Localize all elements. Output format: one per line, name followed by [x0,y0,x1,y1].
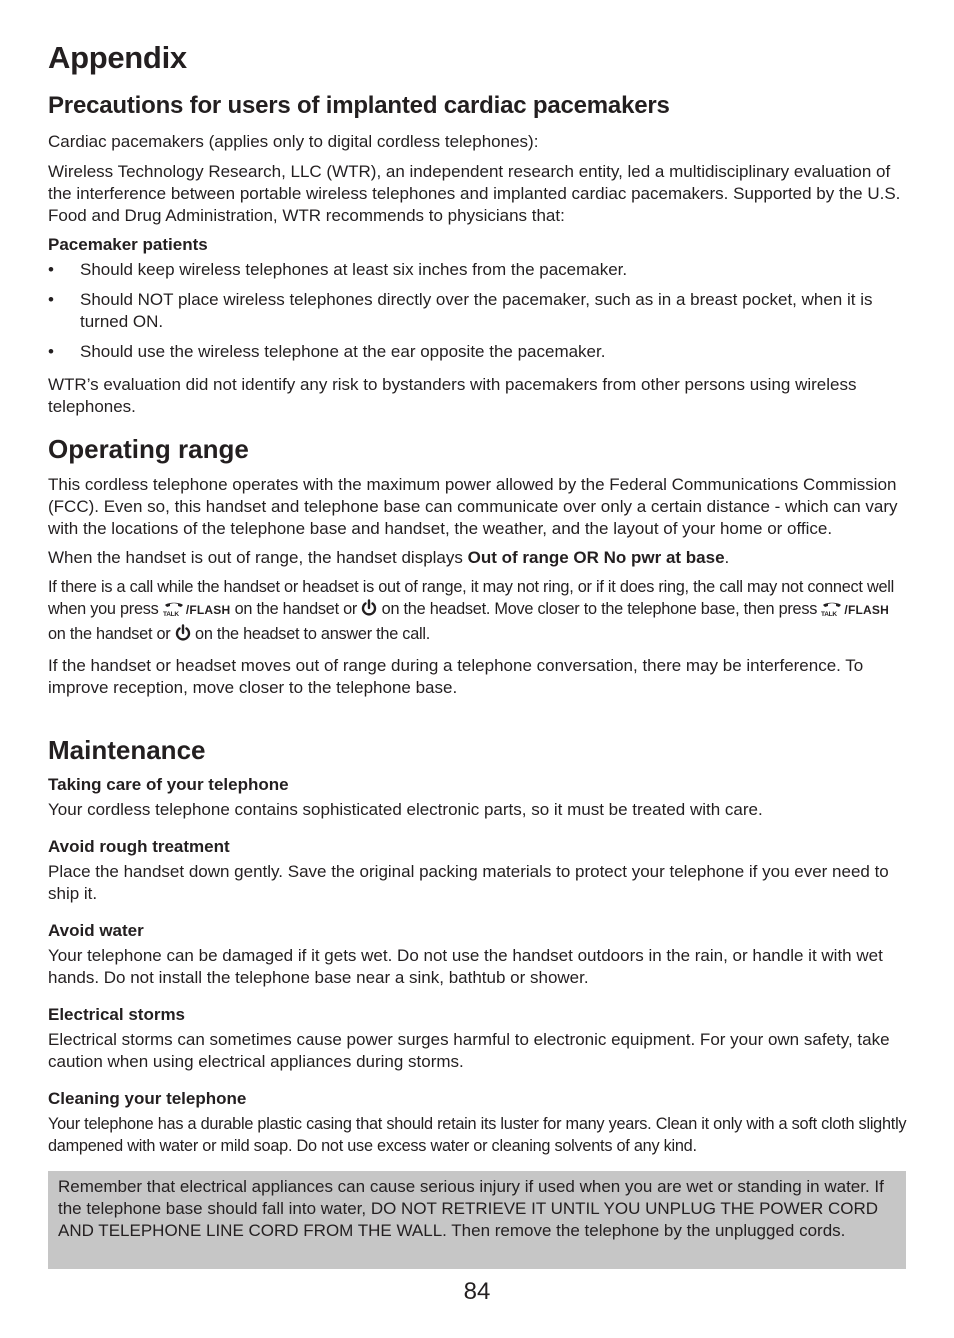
maintenance-section [48,774,908,1157]
pacemaker-closing: WTR’s evaluation did not identify any risk to bystanders with pacemakers from other persons using wireless telephones. [48,375,857,416]
operating-para-1: This cordless telephone operates with the maximum power allowed by the Federal Communications Commission (FCC). Even so, this handset and telephone base can communicate over only a certain distance - which can vary with the locations of the telephone base and handset, the weather, and the layout of your home or office. [48,475,898,538]
maintenance-subheading: Avoid water [48,921,144,940]
para-3-text-e: on the headset to answer the call. [190,625,431,643]
list-item-text: Should NOT place wireless telephones directly over the pacemaker, such as in a breast pocket, when it is turned ON. [80,290,873,331]
page-title: Appendix [48,40,187,75]
para-3-text-a: If there is a call while the handset or headset is out of range, it may not ring, or if it does ring, the call may not connect well when you press [48,578,894,618]
display-message: Out of range OR No pwr at base [467,548,725,567]
operating-para-2-text: When the handset is out of range, the handset displays [48,548,468,567]
talk-phone-icon [821,601,843,623]
maintenance-text: Place the handset down gently. Save the original packing materials to protect your telephone if you ever need to ship it. [48,862,889,903]
list-item [48,341,908,363]
maintenance-text: Your cordless telephone contains sophisticated electronic parts, so it must be treated with care. [48,800,763,819]
talk-phone-icon [163,601,185,623]
list-item-text: Should use the wireless telephone at the ear opposite the pacemaker. [80,342,606,361]
maintenance-text: Your telephone has a durable plastic casing that should retain its luster for many years. Clean it only with a soft cloth slightly dampened with water or mild soap. Do not use excess water or cleaning solvents of any kind. [48,1115,907,1155]
maintenance-subheading: Cleaning your telephone [48,1089,247,1108]
list-item [48,289,908,333]
maintenance-text: Your telephone can be damaged if it gets wet. Do not use the handset outdoors in the rain, or handle it with wet hands. Do not install the telephone base near a sink, bathtub or shower. [48,946,883,987]
operating-range-section [48,474,908,699]
bullet-dot: • [48,260,54,279]
pacemaker-heading: Precautions for users of implanted cardiac pacemakers [48,92,670,119]
page-number: 84 [463,1278,491,1305]
talk-label: TALK [162,611,179,617]
talk-label: TALK [821,611,838,617]
warning-note [48,1171,906,1269]
flash-label: /FLASH [844,603,889,617]
pacemaker-subheading: Pacemaker patients [48,235,208,254]
warning-note-text: Remember that electrical appliances can cause serious injury if used when you are wet or standing in water. If the telephone base should fall into water, DO NOT RETRIEVE IT UNTIL YOU UNPLUG THE POWER CORD AND TELEPHONE LINE CORD FROM THE WALL. Then remove the telephone by the unplugged cords. [58,1177,884,1240]
operating-para-3 [48,576,908,648]
operating-para-2-end: . [724,548,730,567]
para-3-text-b: on the handset or [230,600,362,618]
maintenance-text: Electrical storms can sometimes cause power surges harmful to electronic equipment. For your own safety, take caution when using electrical appliances during storms. [48,1030,890,1071]
power-icon [361,599,377,623]
flash-label: /FLASH [185,603,231,617]
operating-para-2 [48,547,908,569]
bullet-dot: • [48,290,54,309]
pacemaker-section [48,131,908,418]
bullet-dot: • [48,342,54,361]
maintenance-heading: Maintenance [48,735,206,765]
para-3-text-c: on the headset. Move closer to the telephone base, then press [377,600,822,618]
pacemaker-paragraph: Wireless Technology Research, LLC (WTR), an independent research entity, led a multidisciplinary evaluation of the interference between portable wireless telephones and implanted cardiac pacemakers. Supported by the U.S. Food and Drug Administration, WTR recommends to physicians that: [48,162,901,225]
maintenance-subheading: Avoid rough treatment [48,837,230,856]
pacemaker-intro: Cardiac pacemakers (applies only to digital cordless telephones): [48,132,539,151]
maintenance-subheading: Taking care of your telephone [48,775,289,794]
operating-range-heading: Operating range [48,434,249,464]
list-item-text: Should keep wireless telephones at least six inches from the pacemaker. [80,260,628,279]
maintenance-subheading: Electrical storms [48,1005,186,1024]
operating-para-4: If the handset or headset moves out of range during a telephone conversation, there may be interference. To improve reception, move closer to the telephone base. [48,656,864,697]
list-item [48,259,908,281]
para-3-text-d: on the handset or [48,625,175,643]
power-icon [175,624,191,648]
